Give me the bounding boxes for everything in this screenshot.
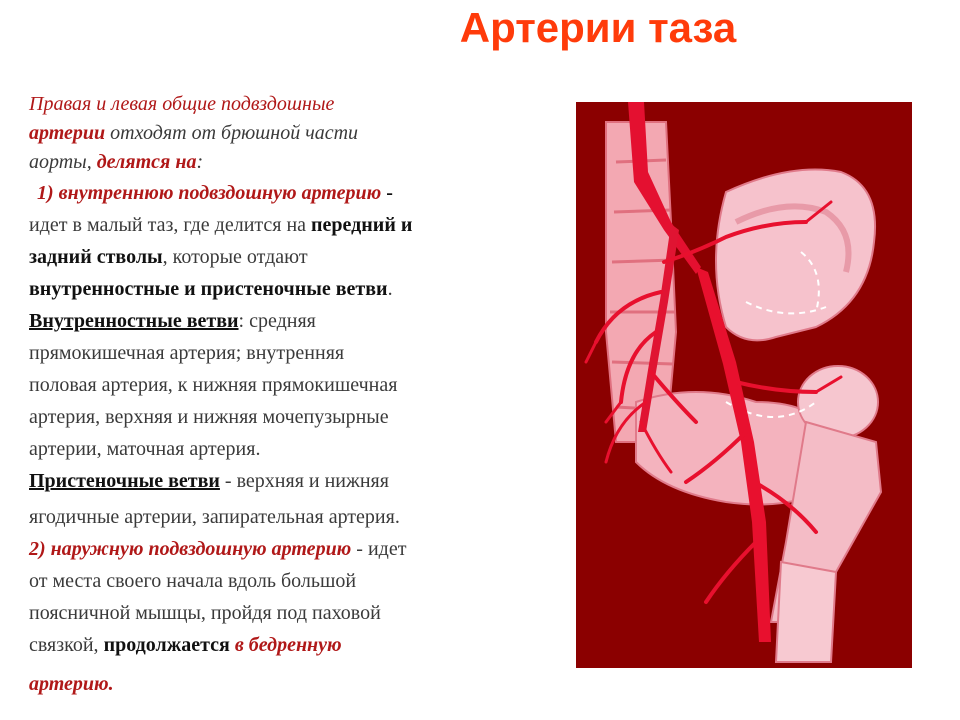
text-line [29, 305, 559, 337]
line-2: отходят от брюшной части [105, 122, 359, 144]
text-line [29, 497, 559, 533]
term-branches: внутренностные и пристеночные ветви [29, 278, 388, 300]
heading-parietal-branches: Пристеночные ветви [29, 470, 220, 492]
anatomy-drawing [576, 102, 912, 668]
text-line [29, 533, 559, 565]
line-9: прямокишечная артерия; внутренняя [29, 342, 345, 364]
text-line [29, 90, 559, 119]
term-continues: продолжается [103, 634, 230, 656]
line-15: - идет [351, 538, 407, 560]
text-line [29, 597, 559, 629]
line-18: связкой, [29, 634, 104, 656]
term-artery: артерию. [29, 673, 114, 695]
text-line [29, 433, 559, 465]
term-divides: делятся на [96, 151, 197, 173]
line-10: половая артерия, к нижняя прямокишечная [29, 374, 398, 396]
line-5: идет в малый таз, где делится на [29, 214, 312, 236]
line-12: артерии, маточная артерия. [29, 438, 261, 460]
pelvic-arteries-illustration [576, 102, 912, 668]
heading-visceral-branches: Внутренностные ветви [29, 310, 239, 332]
slide-title: Артерии таза [459, 4, 737, 51]
line-1: Правая и левая общие подвздошные [29, 93, 335, 115]
text-line [29, 465, 559, 497]
line-6: , которые отдают [162, 246, 308, 268]
line-3-end: : [196, 151, 204, 173]
body-text [29, 90, 559, 699]
line-11: артерия, верхняя и нижняя мочепузырные [29, 406, 389, 428]
text-line [29, 565, 559, 597]
heading-external-iliac: 2) наружную подвздошную артерию [29, 538, 352, 560]
text-line [29, 661, 559, 699]
line-7-end: . [387, 278, 393, 300]
text-line [29, 177, 559, 209]
text-line [29, 401, 559, 433]
text-line [29, 148, 559, 177]
line-4-dash: - [381, 182, 393, 204]
line-3-start: аорты, [29, 151, 97, 173]
text-line [29, 241, 559, 273]
term-femoral: в бедренную [229, 634, 342, 656]
text-line [29, 119, 559, 148]
line-14: ягодичные артерии, запирательная артерия. [29, 506, 400, 528]
text-line [29, 629, 559, 661]
term-posterior-trunks: задний стволы [29, 246, 163, 268]
line-16: от места своего начала вдоль большой [29, 570, 357, 592]
text-line [29, 273, 559, 305]
text-line [29, 369, 559, 401]
line-8: : средняя [238, 310, 316, 332]
text-line [29, 337, 559, 369]
text-line [29, 209, 559, 241]
term-anterior: передний и [311, 214, 413, 236]
line-13: - верхняя и нижняя [219, 470, 389, 492]
line-17: поясничной мышцы, пройдя под паховой [29, 602, 381, 624]
heading-internal-iliac: 1) внутреннюю подвздошную артерию [37, 182, 382, 204]
term-arteries: артерии [29, 122, 106, 144]
